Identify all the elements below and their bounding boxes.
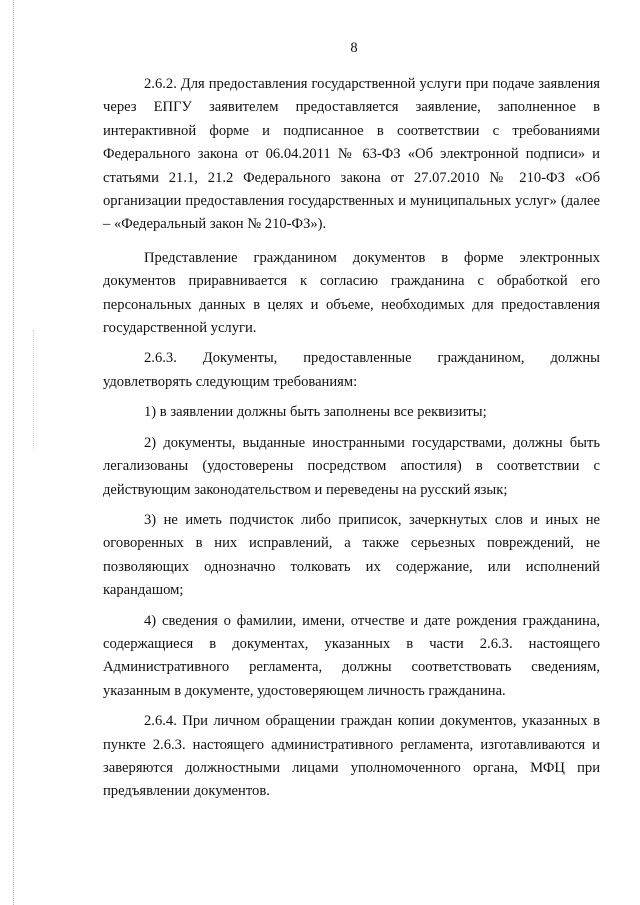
- paragraph-2-6-4: 2.6.4. При личном обращении граждан копии документов, указанных в пункте 2.6.3. настоящего административного регламента, изготавливаются и заверяются должностными лицами уполномоченного органа, МФЦ при предъявлении документов.: [103, 713, 600, 800]
- requirement-item-2: 2) документы, выданные иностранными государствами, должны быть легализованы (удостоверены посредством апостиля) в соответствии с действующим законодательством и переведены на русский язык;: [103, 434, 600, 498]
- requirement-item-4: 4) сведения о фамилии, имени, отчестве и дате рождения гражданина, содержащиеся в документах, указанных в части 2.6.3. настоящего Административного регламента, должны соответствовать сведениям, указанным в документе, удостоверяющем личность гражданина.: [103, 612, 600, 699]
- scan-edge-mark: [33, 330, 34, 450]
- page-number: 8: [350, 40, 358, 56]
- paragraph-2-6-3: 2.6.3. Документы, предоставленные гражданином, должны удовлетворять следующим требованиям:: [103, 350, 600, 390]
- paragraph-electronic-documents: Представление гражданином документов в форме электронных документов приравнивается к согласию гражданина с обработкой его персональных данных в целях и объеме, необходимых для предоставления государственной услуги.: [103, 249, 600, 337]
- scan-edge-line: [13, 0, 14, 905]
- requirement-item-1: 1) в заявлении должны быть заполнены все реквизиты;: [144, 404, 487, 421]
- document-body: [103, 73, 600, 804]
- paragraph-2-6-2: 2.6.2. Для предоставления государственной услуги при подаче заявления через ЕПГУ заявителем предоставляется заявление, заполненное в интерактивной форме и подписанное в соответствии с требованиями Федерального закона от 06.04.2011 № 63-ФЗ «Об электронной подписи» и статьями 21.1, 21.2 Федерального закона от 27.07.2010 № 210-ФЗ «Об организации предоставления государственных и муниципальных услуг» (далее – «Федеральный закон № 210-ФЗ»).: [103, 76, 600, 233]
- requirement-item-3: 3) не иметь подчисток либо приписок, зачеркнутых слов и иных не оговоренных в них исправлений, а также серьезных повреждений, не позволяющих однозначно толковать их содержание, или исполнений карандашом;: [103, 511, 600, 599]
